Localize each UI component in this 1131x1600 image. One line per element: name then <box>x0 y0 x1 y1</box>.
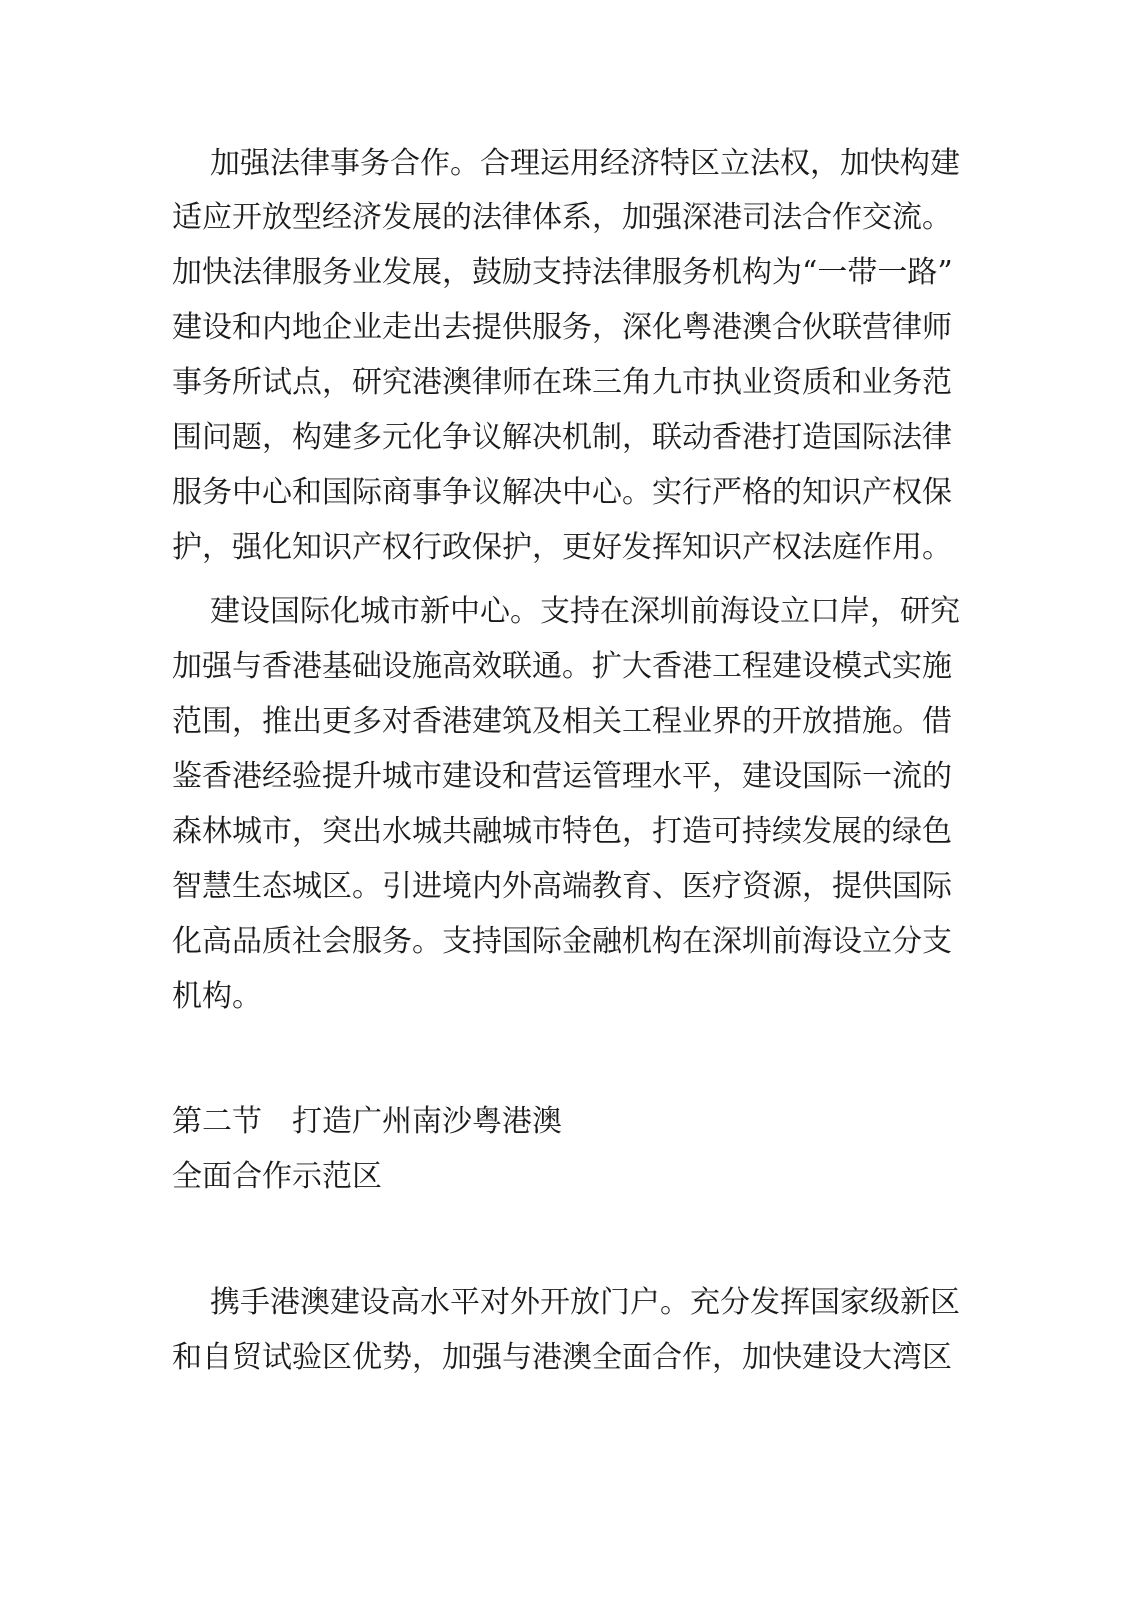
paragraph-line: 机构。 <box>172 979 262 1014</box>
paragraph-line: 化高品质社会服务。支持国际金融机构在深圳前海设立分支 <box>172 924 952 959</box>
paragraph-line: 事务所试点，研究港澳律师在珠三角九市执业资质和业务范 <box>172 365 952 400</box>
paragraph-line: 围问题，构建多元化争议解决机制，联动香港打造国际法律 <box>172 420 952 455</box>
section-title-part-2: 全面合作示范区 <box>172 1159 382 1194</box>
section-heading-line-1 <box>172 1104 562 1140</box>
paragraph-line: 和自贸试验区优势，加强与港澳全面合作，加快建设大湾区 <box>172 1340 952 1375</box>
paragraph-line: 加快法律服务业发展，鼓励支持法律服务机构为“一带一路” <box>172 255 953 290</box>
paragraph-line: 森林城市，突出水城共融城市特色，打造可持续发展的绿色 <box>172 814 952 849</box>
paragraph-line: 范围，推出更多对香港建筑及相关工程业界的开放措施。借 <box>172 704 952 739</box>
paragraph-line: 鉴香港经验提升城市建设和营运管理水平，建设国际一流的 <box>172 759 952 794</box>
paragraph-line: 建设和内地企业走出去提供服务，深化粤港澳合伙联营律师 <box>172 310 952 345</box>
section-number: 第二节 <box>172 1104 262 1139</box>
paragraph-line: 建设国际化城市新中心。支持在深圳前海设立口岸，研究 <box>210 594 960 629</box>
paragraph-line: 适应开放型经济发展的法律体系，加强深港司法合作交流。 <box>172 200 952 235</box>
paragraph-line: 携手港澳建设高水平对外开放门户。充分发挥国家级新区 <box>210 1285 960 1320</box>
paragraph-line: 智慧生态城区。引进境内外高端教育、医疗资源，提供国际 <box>172 869 952 904</box>
paragraph-line: 加强与香港基础设施高效联通。扩大香港工程建设模式实施 <box>172 649 952 684</box>
paragraph-line: 护，强化知识产权行政保护，更好发挥知识产权法庭作用。 <box>172 530 952 565</box>
section-title-part-1: 打造广州南沙粤港澳 <box>292 1104 562 1139</box>
paragraph-line: 加强法律事务合作。合理运用经济特区立法权，加快构建 <box>210 146 960 181</box>
paragraph-line: 服务中心和国际商事争议解决中心。实行严格的知识产权保 <box>172 475 952 510</box>
